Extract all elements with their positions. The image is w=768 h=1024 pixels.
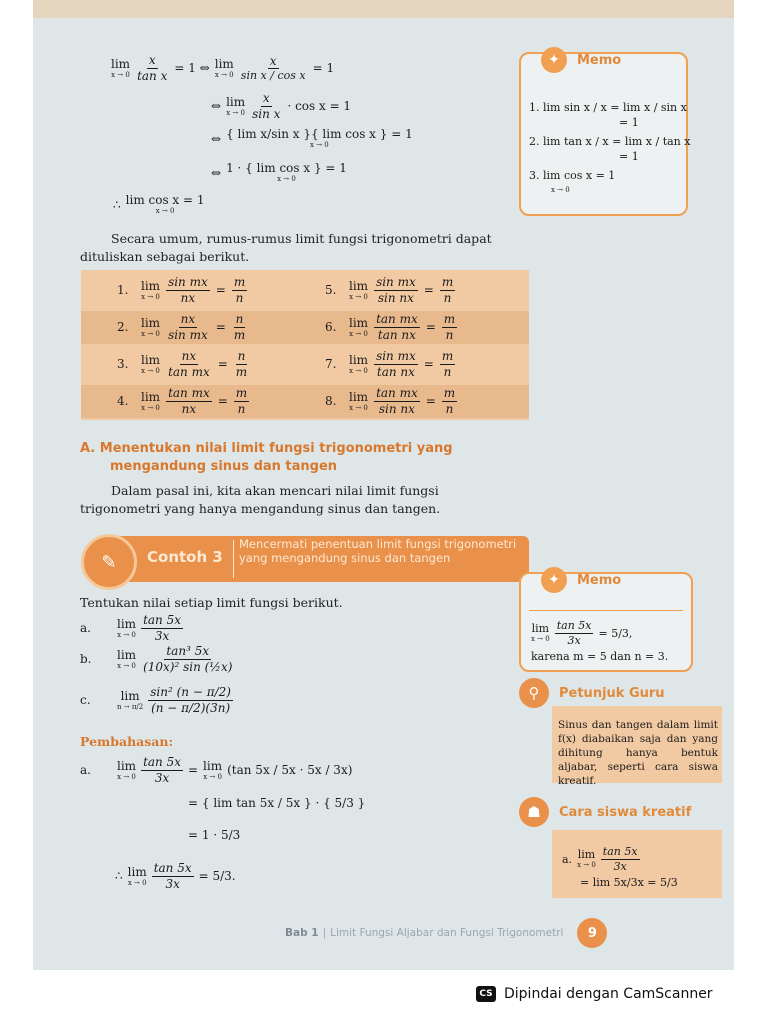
- derivation-line-3: ⇔ { lim x/sin x }{ lim cos x } = 1 x → 0: [211, 127, 413, 149]
- cara-title: Cara siswa kreatif: [559, 804, 692, 820]
- section-heading: [80, 440, 453, 476]
- derivation-conclusion: ∴ lim cos x = 1 x → 0: [113, 193, 205, 215]
- cara-box: [552, 830, 722, 898]
- formula-item: 3. lim x → 0 $\frac{nx}{\text{tan mx}}$ = $\frac{n}{m}$: [117, 349, 248, 379]
- formula-item: 6. lim x → 0 $\frac{\text{tan mx}}{\text{tan nx}}$ = $\frac{m}{n}$: [325, 312, 456, 342]
- lightbulb-icon: ✦: [541, 567, 567, 593]
- cara-line-1: a. lim x → 0 $\frac{\tan 5x}{3x}$: [562, 845, 638, 873]
- cara-header: [519, 797, 691, 827]
- scanner-watermark: [476, 986, 713, 1002]
- solution-line-3: = 1 · 5/3: [188, 828, 241, 842]
- page-number: 9: [577, 918, 607, 948]
- footer-chapter-number: Bab 1: [285, 927, 319, 939]
- footer: [285, 918, 607, 948]
- formula-item: 2. lim x → 0 $\frac{nx}{\text{sin mx}}$ = $\frac{n}{m}$: [117, 312, 246, 342]
- section-paragraph: [80, 482, 530, 518]
- memo-item: 1. lim sin x / x = lim x / sin x: [529, 101, 687, 114]
- question-part-c: c. lim n → π/2 $\frac{\text{sin² (n − π/2)}}{(n - \pi/2)(3n)}$: [80, 685, 231, 715]
- divider: [529, 610, 683, 611]
- question-part-a: a. lim x → 0 $\frac{\tan 5x}{3x}$: [80, 613, 181, 643]
- derivation-line-4: ⇔ 1 · { lim cos x } = 1 x → 0: [211, 161, 347, 183]
- pencil-icon: ✎: [81, 534, 137, 590]
- memo-item-result: = 1: [619, 150, 639, 163]
- memo-title: Memo: [577, 572, 622, 588]
- solution-heading: Pembahasan:: [80, 734, 174, 749]
- example-banner: [85, 536, 529, 582]
- memo2-line-2: karena m = 5 dan n = 3.: [531, 650, 669, 663]
- derivation-line-1: lim x → 0 $\frac{x}{\text{tan x}}$ = 1 ⇔ lim x → 0 $\frac{x}{\text{sin x / cos x}}$ = 1: [111, 53, 335, 83]
- scanner-text: Dipindai dengan CamScanner: [504, 986, 713, 1002]
- memo-item: 2. lim tan x / x = lim x / tan x: [529, 135, 691, 148]
- divider: [233, 540, 234, 578]
- footer-chapter-title: Limit Fungsi Aljabar dan Fungsi Trigonometri: [330, 927, 564, 939]
- formula-item: 8. lim x → 0 $\frac{\text{tan mx}}{\text{sin nx}}$ = $\frac{m}{n}$: [325, 386, 456, 416]
- solution-line-2: = { lim tan 5x / 5x } · { 5/3 }: [188, 796, 366, 810]
- intro-paragraph: Secara umum, rumus-rumus limit fungsi trigonometri dapat dituliskan sebagai berikut.: [80, 231, 492, 264]
- top-edge-band: [33, 0, 734, 18]
- formula-table: [81, 270, 529, 420]
- question-text: Tentukan nilai setiap limit fungsi berikut.: [80, 595, 343, 610]
- paragraph-line: trigonometri yang hanya mengandung sinus dan tangen.: [80, 501, 441, 516]
- section-heading-line: A. Menentukan nilai limit fungsi trigonometri yang: [80, 441, 453, 456]
- formula-item: 7. lim x → 0 $\frac{\text{sin mx}}{\text{tan nx}}$ = $\frac{m}{n}$: [325, 349, 454, 379]
- paragraph-line: Dalam pasal ini, kita akan mencari nilai limit fungsi: [111, 483, 439, 498]
- student-icon: ☗: [519, 797, 549, 827]
- memo-item-result: = 1: [619, 116, 639, 129]
- textbook-page: [33, 0, 734, 970]
- memo-title: Memo: [577, 52, 622, 68]
- lightbulb-icon: ✦: [541, 47, 567, 73]
- formula-item: 1. lim x → 0 $\frac{\text{sin mx}}{nx}$ = $\frac{m}{n}$: [117, 275, 246, 305]
- petunjuk-text: Sinus dan tangen dalam limit f(x) diabaikan saja dan yang dihitung hanya bentuk aljabar, seperti cara siswa kreatif.: [558, 719, 718, 787]
- memo2-line-1: lim x → 0 $\frac{\tan 5x}{3x}$ = 5/3,: [531, 619, 633, 647]
- magnifier-icon: ⚲: [519, 678, 549, 708]
- camscanner-logo-icon: CS: [476, 986, 496, 1002]
- formula-item: 4. lim x → 0 $\frac{\text{tan mx}}{nx}$ = $\frac{m}{n}$: [117, 386, 248, 416]
- memo-sub: x → 0: [551, 186, 570, 194]
- cara-line-2: = lim 5x/3x = 5/3: [580, 876, 678, 889]
- footer-separator: |: [322, 927, 327, 939]
- memo-box-1: [519, 52, 691, 216]
- solution-conclusion: ∴ lim x → 0 $\frac{\tan 5x}{3x}$ = 5/3.: [115, 861, 236, 891]
- memo-header: [541, 565, 621, 595]
- petunjuk-box: [552, 706, 722, 787]
- solution-line-1: a. lim x → 0 $\frac{\tan 5x}{3x}$ = lim x → 0 (tan 5x / 5x · 5x / 3x): [80, 755, 353, 785]
- derivation-line-2: ⇔ lim x → 0 $\frac{x}{\text{sin x}}$ · cos x = 1: [211, 91, 352, 121]
- petunjuk-header: [519, 678, 665, 708]
- memo-box-2: [519, 572, 693, 672]
- memo-header: [541, 45, 621, 75]
- formula-item: 5. lim x → 0 $\frac{\text{sin mx}}{\text{sin nx}}$ = $\frac{m}{n}$: [325, 275, 454, 305]
- section-heading-line: mengandung sinus dan tangen: [110, 459, 338, 474]
- memo-item: 3. lim cos x = 1: [529, 169, 616, 182]
- question-part-b: b. lim x → 0 $\frac{\text{tan³ 5x}}{\text{(10x)² sin (½x)}}$: [80, 644, 233, 674]
- petunjuk-title: Petunjuk Guru: [559, 685, 665, 701]
- memo-list: [529, 100, 690, 198]
- example-label: Contoh 3: [147, 548, 223, 566]
- example-description: Mencermati penentuan limit fungsi trigonometri yang mengandung sinus dan tangen: [239, 537, 517, 565]
